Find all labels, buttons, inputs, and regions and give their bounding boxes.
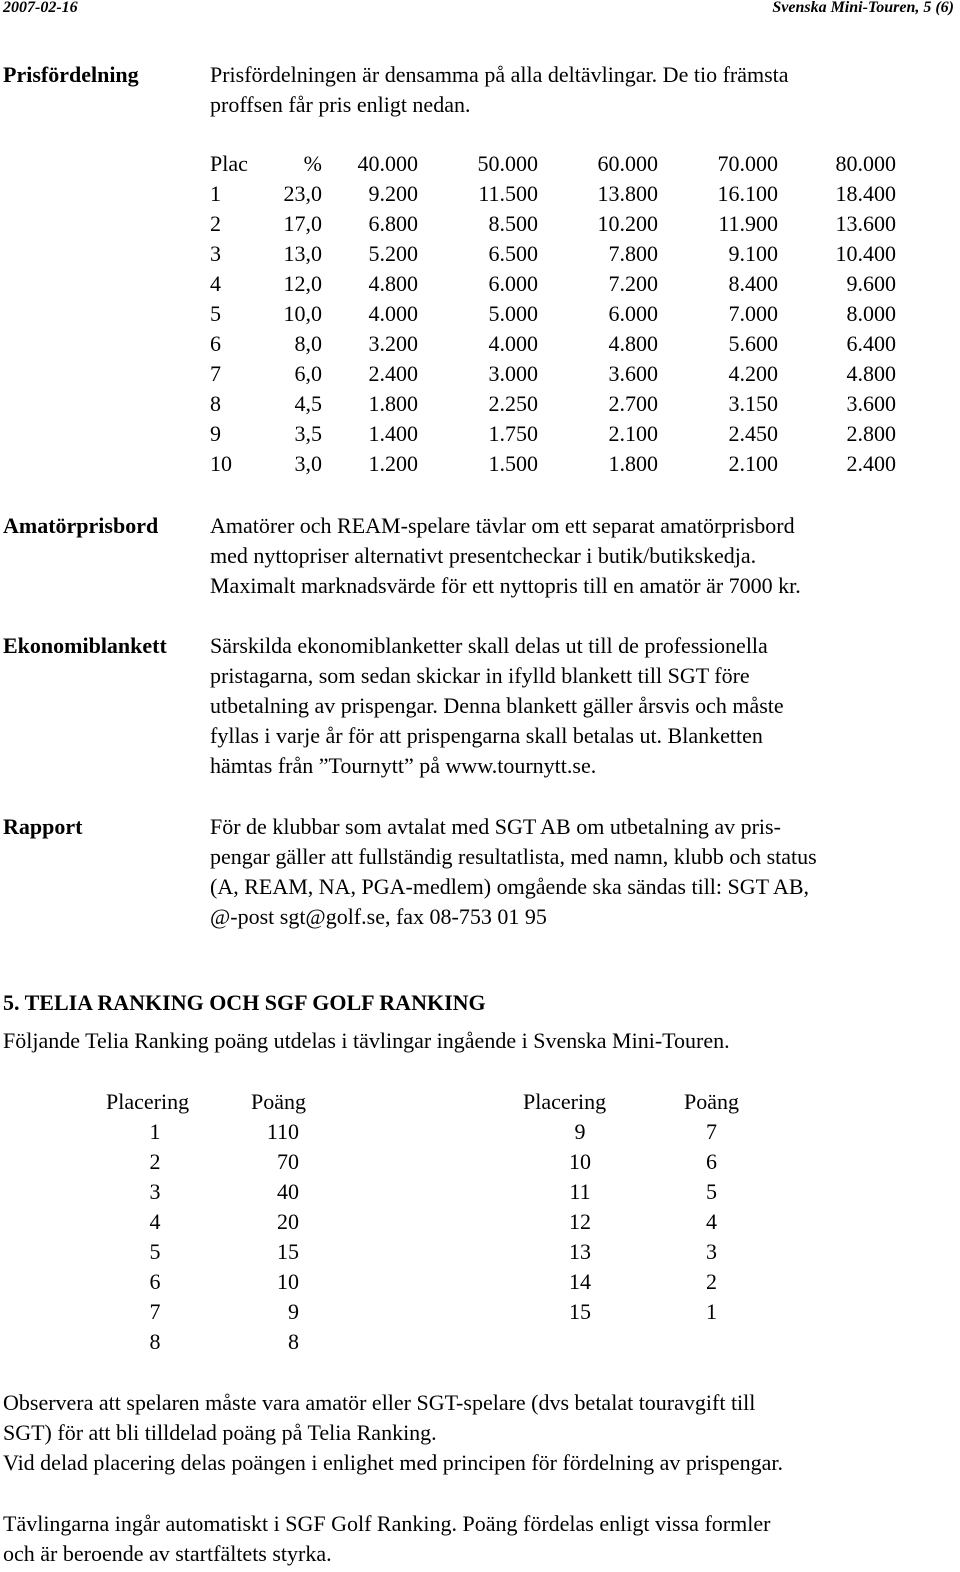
ranking-place: 4 — [149, 1209, 161, 1234]
table-cell: 4.800 — [608, 331, 658, 356]
ranking-place: 12 — [569, 1209, 591, 1234]
ranking-points: 10 — [277, 1269, 299, 1294]
table-row — [210, 239, 896, 269]
table-cell: 17,0 — [283, 211, 322, 236]
table-cell: 1.200 — [368, 451, 418, 476]
table-cell: 1 — [210, 181, 221, 206]
ranking-intro: Följande Telia Ranking poäng utdelas i tävlingar ingående i Svenska Mini-Touren. — [3, 1028, 730, 1053]
report-line1: För de klubbar som avtalat med SGT AB om utbetalning av pris- — [210, 814, 781, 839]
economy-line4: fyllas i varje år för att prispengarna skall betalas ut. Blanketten — [210, 723, 763, 748]
table-cell: 10.400 — [835, 241, 896, 266]
table-cell: 1.750 — [488, 421, 538, 446]
table-cell: 7 — [210, 361, 221, 386]
ranking-points: 70 — [277, 1149, 299, 1174]
table-row — [210, 359, 896, 389]
table-cell: 9.200 — [368, 181, 418, 206]
table-row — [210, 179, 896, 209]
ranking-note-line3: Vid delad placering delas poängen i enlighet med principen för fördelning av prispengar. — [3, 1450, 784, 1475]
table-cell: 8.500 — [488, 211, 538, 236]
table-cell: 6.400 — [846, 331, 896, 356]
economy-line2: pristagarna, som sedan skickar in ifylld blankett till SGT före — [210, 663, 750, 688]
table-row — [210, 329, 896, 359]
ranking-points: 2 — [706, 1269, 717, 1294]
table-cell: 4.200 — [728, 361, 778, 386]
table-cell: 8 — [210, 391, 221, 416]
prize-table — [210, 149, 896, 479]
table-cell: 4.800 — [368, 271, 418, 296]
table-cell: 4.800 — [846, 361, 896, 386]
ranking-place: 7 — [149, 1299, 161, 1324]
ranking-place: 5 — [149, 1239, 161, 1264]
table-cell: 3.600 — [608, 361, 658, 386]
report-label: Rapport — [3, 814, 83, 839]
ranking-points: 7 — [706, 1119, 717, 1144]
table-cell: 6.000 — [608, 301, 658, 326]
ranking-points: 3 — [706, 1239, 717, 1264]
table-cell: 11.900 — [718, 211, 778, 236]
table-row — [210, 299, 896, 329]
table-cell: 1.800 — [608, 451, 658, 476]
ranking-place: 14 — [569, 1269, 591, 1294]
sgf-line1: Tävlingarna ingår automatiskt i SGF Golf Ranking. Poäng fördelas enligt vissa formler — [3, 1511, 771, 1536]
ranking-place: 11 — [569, 1179, 591, 1204]
table-cell: 6 — [210, 331, 221, 356]
right-header-points: Poäng — [684, 1089, 739, 1114]
table-cell: 3,0 — [294, 451, 322, 476]
table-cell: 5 — [210, 301, 221, 326]
report-line3: (A, REAM, NA, PGA-medlem) omgående ska sändas till: SGT AB, — [210, 874, 810, 899]
prize-intro-line2: proffsen får pris enligt nedan. — [210, 92, 471, 117]
table-cell: 13,0 — [283, 241, 322, 266]
amateur-line3: Maximalt marknadsvärde för ett nyttopris till en amatör är 7000 kr. — [210, 573, 801, 598]
ranking-points: 8 — [288, 1329, 299, 1354]
ranking-points: 1 — [706, 1299, 717, 1324]
ranking-note-line1: Observera att spelaren måste vara amatör eller SGT-spelare (dvs betalat touravgift till — [3, 1390, 756, 1415]
table-row — [210, 419, 896, 449]
table-cell: 2.400 — [368, 361, 418, 386]
table-cell: 5.600 — [728, 331, 778, 356]
amateur-label: Amatörprisbord — [3, 513, 159, 538]
table-cell: 4.000 — [368, 301, 418, 326]
ranking-place: 10 — [569, 1149, 591, 1174]
table-cell: 7.000 — [728, 301, 778, 326]
left-header-points: Poäng — [251, 1089, 306, 1114]
table-cell: 3.600 — [846, 391, 896, 416]
ranking-note-line2: SGT) för att bli tilldelad poäng på Telia Ranking. — [3, 1420, 437, 1445]
table-cell: 6.000 — [488, 271, 538, 296]
right-header-placing: Placering — [523, 1089, 607, 1114]
ranking-place: 9 — [574, 1119, 586, 1144]
col-header-40000: 40.000 — [357, 151, 418, 176]
table-cell: 2 — [210, 211, 221, 236]
table-cell: 1.500 — [488, 451, 538, 476]
table-cell: 9.100 — [728, 241, 778, 266]
col-header-place: Plac — [210, 151, 248, 176]
table-cell: 10,0 — [283, 301, 322, 326]
amateur-line1: Amatörer och REAM-spelare tävlar om ett separat amatörprisbord — [210, 513, 795, 538]
table-cell: 2.100 — [728, 451, 778, 476]
ranking-place: 8 — [149, 1329, 161, 1354]
table-cell: 4.000 — [488, 331, 538, 356]
table-cell: 8,0 — [294, 331, 322, 356]
ranking-place: 2 — [149, 1149, 161, 1174]
header-date: 2007-02-16 — [3, 0, 78, 16]
table-cell: 2.800 — [846, 421, 896, 446]
report-line4: @-post sgt@golf.se, fax 08-753 01 95 — [210, 904, 547, 929]
table-cell: 13.800 — [597, 181, 658, 206]
table-row — [210, 389, 896, 419]
left-header-placing: Placering — [106, 1089, 190, 1114]
table-cell: 4 — [210, 271, 221, 296]
table-cell: 23,0 — [283, 181, 322, 206]
table-cell: 6,0 — [294, 361, 322, 386]
table-cell: 2.450 — [728, 421, 778, 446]
ranking-points: 15 — [277, 1239, 299, 1264]
table-cell: 3.200 — [368, 331, 418, 356]
table-cell: 1.800 — [368, 391, 418, 416]
table-cell: 8.400 — [728, 271, 778, 296]
ranking-points: 4 — [706, 1209, 717, 1234]
table-cell: 2.250 — [488, 391, 538, 416]
table-cell: 7.800 — [608, 241, 658, 266]
table-cell: 10 — [210, 451, 232, 476]
economy-line5: hämtas från ”Tournytt” på www.tournytt.se. — [210, 753, 597, 778]
table-row — [210, 449, 896, 479]
table-cell: 3.000 — [488, 361, 538, 386]
table-cell: 4,5 — [294, 391, 322, 416]
table-cell: 9.600 — [846, 271, 896, 296]
table-cell: 7.200 — [608, 271, 658, 296]
col-header-60000: 60.000 — [597, 151, 658, 176]
ranking-points: 9 — [288, 1299, 299, 1324]
amateur-line2: med nyttopriser alternativt presentcheckar i butik/butikskedja. — [210, 543, 757, 568]
ranking-points: 40 — [277, 1179, 299, 1204]
table-cell: 3,5 — [294, 421, 322, 446]
ranking-points: 110 — [266, 1119, 299, 1144]
table-cell: 6.500 — [488, 241, 538, 266]
table-cell: 2.400 — [846, 451, 896, 476]
ranking-section-title: 5. TELIA RANKING OCH SGF GOLF RANKING — [3, 990, 486, 1015]
table-cell: 11.500 — [478, 181, 538, 206]
ranking-points: 5 — [706, 1179, 717, 1204]
col-header-80000: 80.000 — [835, 151, 896, 176]
table-cell: 6.800 — [368, 211, 418, 236]
ranking-place: 1 — [149, 1119, 161, 1144]
ranking-place: 15 — [569, 1299, 591, 1324]
table-cell: 5.200 — [368, 241, 418, 266]
col-header-50000: 50.000 — [477, 151, 538, 176]
table-cell: 18.400 — [835, 181, 896, 206]
table-cell: 2.100 — [608, 421, 658, 446]
ranking-place: 13 — [569, 1239, 591, 1264]
table-cell: 9 — [210, 421, 221, 446]
table-cell: 12,0 — [283, 271, 322, 296]
prize-table-header — [210, 149, 896, 179]
report-line2: pengar gäller att fullständig resultatlista, med namn, klubb och status — [210, 844, 817, 869]
table-cell: 2.700 — [608, 391, 658, 416]
table-cell: 8.000 — [846, 301, 896, 326]
header-page-ref: Svenska Mini-Touren, 5 (6) — [772, 0, 954, 16]
table-cell: 5.000 — [488, 301, 538, 326]
table-cell: 1.400 — [368, 421, 418, 446]
col-header-70000: 70.000 — [717, 151, 778, 176]
prize-label: Prisfördelning — [3, 62, 139, 87]
table-cell: 10.200 — [597, 211, 658, 236]
table-cell: 3 — [210, 241, 221, 266]
ranking-points: 20 — [277, 1209, 299, 1234]
table-cell: 3.150 — [728, 391, 778, 416]
table-row — [210, 209, 896, 239]
economy-line3: utbetalning av prispengar. Denna blankett gäller årsvis och måste — [210, 693, 784, 718]
economy-line1: Särskilda ekonomiblanketter skall delas ut till de professionella — [210, 633, 768, 658]
table-row — [210, 269, 896, 299]
table-cell: 16.100 — [717, 181, 778, 206]
economy-label: Ekonomiblankett — [3, 633, 167, 658]
col-header-percent: % — [303, 151, 322, 176]
sgf-line2: och är beroende av startfältets styrka. — [3, 1541, 332, 1566]
ranking-points: 6 — [706, 1149, 717, 1174]
ranking-place: 6 — [149, 1269, 161, 1294]
ranking-place: 3 — [149, 1179, 161, 1204]
table-cell: 13.600 — [835, 211, 896, 236]
prize-intro-line1: Prisfördelningen är densamma på alla deltävlingar. De tio främsta — [210, 62, 789, 87]
